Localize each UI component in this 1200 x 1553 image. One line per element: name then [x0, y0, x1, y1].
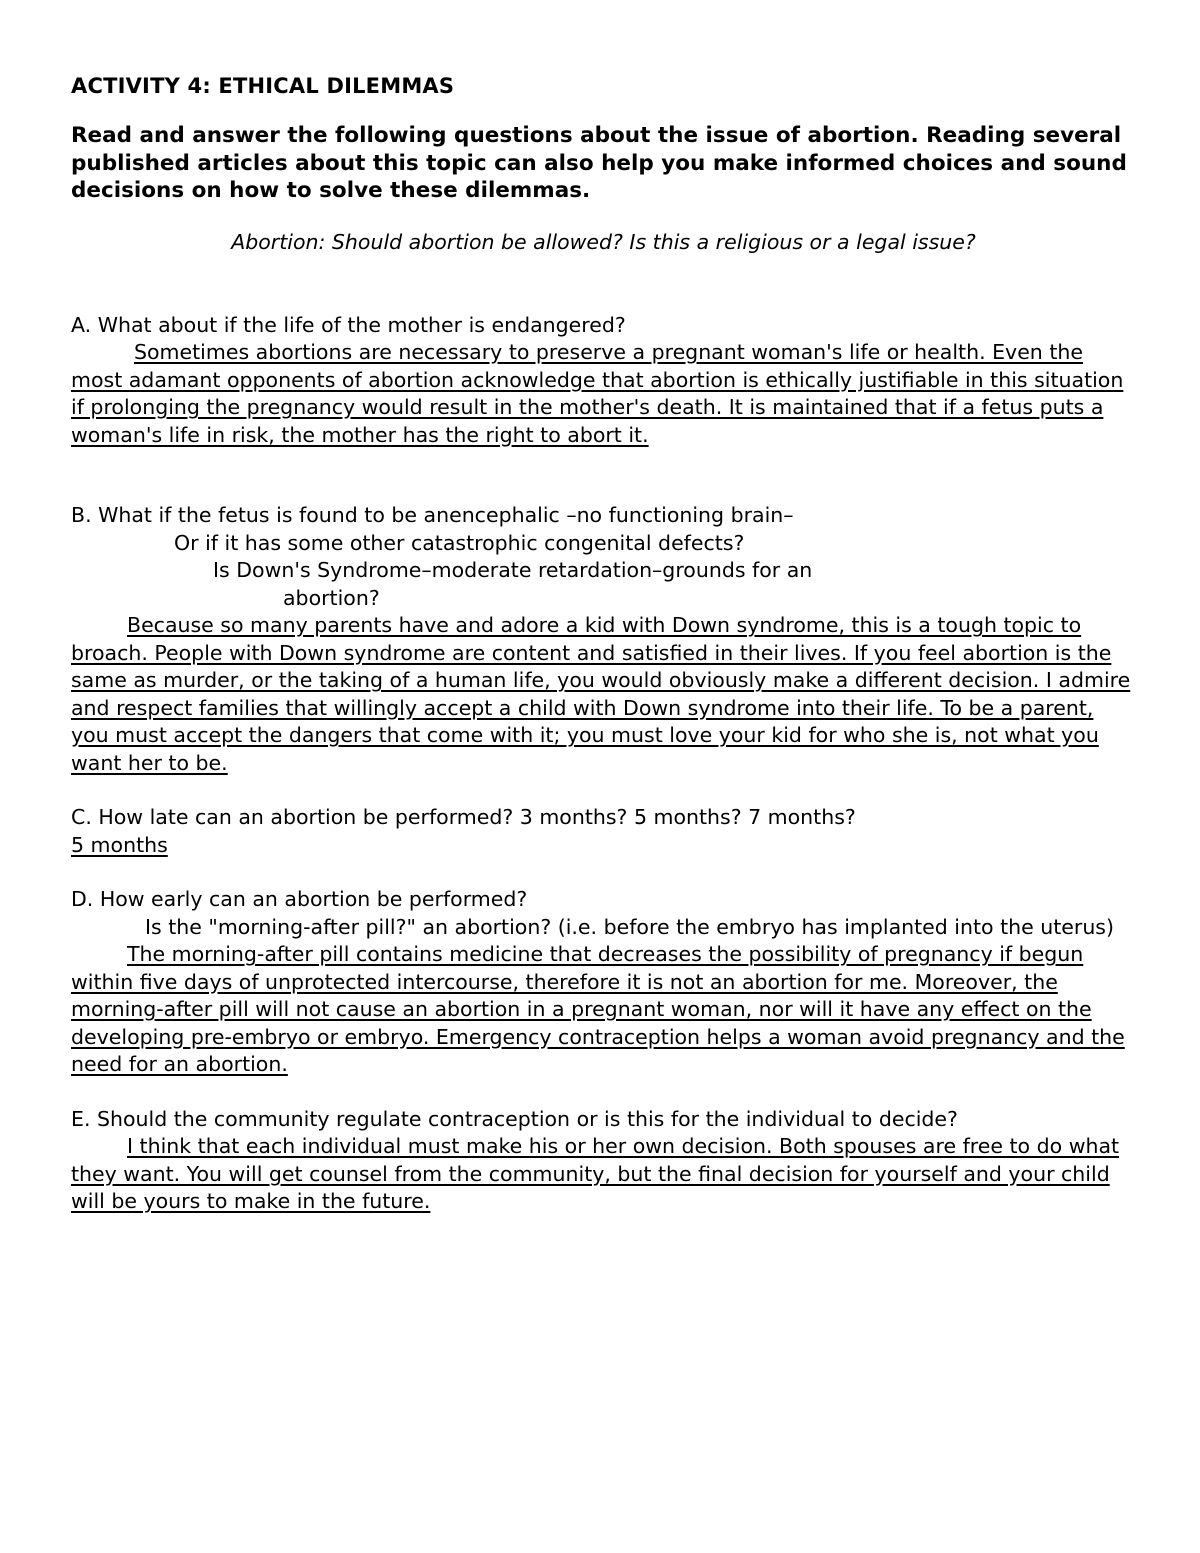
question-block-c	[71, 804, 1136, 859]
document-title: ACTIVITY 4: ETHICAL DILEMMAS	[71, 74, 455, 98]
question-c: C. How late can an abortion be performed? 3 months? 5 months? 7 months?	[71, 805, 856, 829]
question-b: B. What if the fetus is found to be anencephalic –no functioning brain–	[71, 503, 794, 527]
question-b-sub-1: Or if it has some other catastrophic congenital defects?	[174, 530, 745, 555]
question-block-e	[71, 1106, 1136, 1216]
answer-a: Sometimes abortions are necessary to preserve a pregnant woman's life or health. Even the most adamant opponents of abortion acknowledge that abortion is ethically justifiable in this situation if prolonging the pregnancy would result in the mother's death. It is maintained that if a fetus puts a woman's life in risk, the mother has the right to abort it.	[71, 340, 1124, 447]
question-block-a	[71, 312, 1136, 450]
question-d-sub-1: Is the "morning-after pill?" an abortion? (i.e. before the embryo has implanted into the uterus)	[145, 914, 1114, 939]
document-page	[71, 72, 1136, 1216]
question-block-d	[71, 886, 1136, 1079]
question-a: A. What about if the life of the mother is endangered?	[71, 312, 626, 337]
question-e: E. Should the community regulate contraception or is this for the individual to decide?	[71, 1106, 958, 1131]
answer-e: I think that each individual must make his or her own decision. Both spouses are free to do what they want. You will get counsel from the community, but the final decision for yourself and your child will be yours to make in the future.	[71, 1134, 1120, 1213]
question-block-b	[71, 502, 1136, 777]
question-b-sub-3: abortion?	[283, 585, 380, 610]
question-b-sub-2: Is Down's Syndrome–moderate retardation–grounds for an	[213, 558, 813, 582]
answer-d: The morning-after pill contains medicine that decreases the possibility of pregnancy if begun within five days of unprotected intercourse, therefore it is not an abortion for me. Moreover, the morning-after pill will not cause an abortion in a pregnant woman, nor will it have any effect on the developing pre-embryo or embryo. Emergency contraception helps a woman avoid pregnancy and the need for an abortion.	[71, 942, 1125, 1076]
question-d: D. How early can an abortion be performed?	[71, 887, 528, 911]
prompt-text: Abortion: Should abortion be allowed? Is this a religious or a legal issue?	[231, 229, 976, 254]
instructions-text: Read and answer the following questions about the issue of abortion. Reading several published articles about this topic can also help you make informed choices and sound decisions on how to solve these dilemmas.	[71, 123, 1127, 203]
answer-b: Because so many parents have and adore a kid with Down syndrome, this is a tough topic to broach. People with Down syndrome are content and satisfied in their lives. If you feel abortion is the same as murder, or the taking of a human life, you would obviously make a different decision. I admire and respect families that willingly accept a child with Down syndrome into their life. To be a parent, you must accept the dangers that come with it; you must love your kid for who she is, not what you want her to be.	[71, 613, 1131, 775]
answer-c: 5 months	[71, 832, 168, 857]
